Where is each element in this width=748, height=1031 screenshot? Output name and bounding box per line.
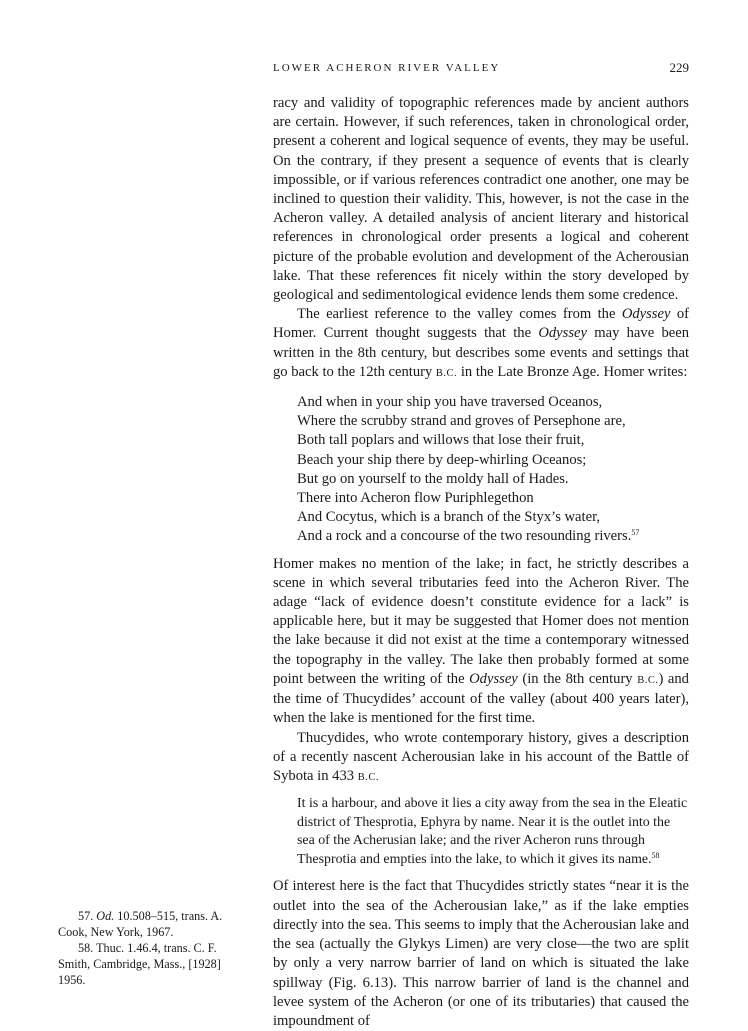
page-number: 229 xyxy=(669,60,689,75)
footnote-ref-57: 57 xyxy=(631,528,640,538)
odyssey-title: Odyssey xyxy=(538,325,587,342)
footnote-ref-58: 58 xyxy=(651,850,660,860)
footnotes xyxy=(58,908,248,988)
paragraph-3: Homer makes no mention of the lake; in fact, he strictly describes a scene in which several tributaries feed into the Acheron River. The adage “lack of evidence doesn’t constitute evidence for a lack” is applicable here, but it may be suggested that Homer does not mention the lake because it did not exist at the time a contemporary witnessed the topography in the valley. The lake then probably formed at some point between the writing of the Odyssey (in the 8th century B.C.) and the time of Thucydides’ account of the valley (about 400 years later), when the lake is mentioned for the first time. xyxy=(273,555,689,727)
homer-verse xyxy=(297,393,689,547)
verse-line: But go on yourself to the moldy hall of Hades. xyxy=(297,470,569,487)
thucydides-quote: It is a harbour, and above it lies a city away from the sea in the Eleatic district of Thesprotia, Ephyra by name. Near it is the outlet into the sea of the Acherusian lake; and the river Acheron runs through Thesprotia and empties into the lake, to which it gives its name.$^{58}$ xyxy=(297,796,688,867)
verse-line: Where the scrubby strand and groves of Persephone are, xyxy=(297,413,626,430)
paragraph-4: Thucydides, who wrote contemporary history, gives a description of a recently nascent Acherousian lake in his account of the Battle of Sybota in 433 B.C. xyxy=(273,729,689,784)
paragraph-5: Of interest here is the fact that Thucydides strictly states “near it is the outlet into the sea of the Acherousian lake,” as if the lake empties directly into the sea. This seems to imply that the Acherousian lake and the sea (actually the Glykys Limen) are very close—the two are split by only a very narrow barrier of land on which is situated the lake spillway (Fig. 6.13). This narrow barrier of land is the channel and levee system of the Acheron (or one of its tributaries) that caused the impoundment of xyxy=(273,878,689,1029)
paragraph-2: The earliest reference to the valley comes from the Odyssey of Homer. Current thought suggests that the Odyssey may have been written in the 8th century, but describes some events and settings that go back to the 12th century B.C. in the Late Bronze Age. Homer writes: xyxy=(273,306,689,380)
verse-line: And when in your ship you have traversed Oceanos, xyxy=(297,394,603,411)
verse-line: Both tall poplars and willows that lose their fruit, xyxy=(297,432,585,449)
verse-line: Beach your ship there by deep-whirling Oceanos; xyxy=(297,451,587,468)
footnote-58: 58. Thuc. 1.46.4, trans. C. F. Smith, Cambridge, Mass., [1928] 1956. xyxy=(58,941,221,987)
odyssey-title: Odyssey xyxy=(621,306,671,323)
footnote-57: 57. Od. 10.508–515, trans. A. Cook, New York, 1967. xyxy=(58,909,223,939)
paragraph-1: racy and validity of topographic references made by ancient authors are certain. However, if such references, taken in chronological order, present a coherent and logical sequence of events, they may be useful. On the contrary, if they present a sequence of events that is clearly impossible, or if various references contradict one another, one may be inclined to question their validity. This, however, is not the case in the Acheron valley. A detailed analysis of ancient literary and historical references in chronological order presents a logical and coherent picture of the probable evolution and development of the Acherousian lake. That these references fit nicely within the story developed by geological and sedimentological evidence lends them some credence. xyxy=(273,95,689,304)
verse-line: There into Acheron flow Puriphlegethon xyxy=(297,490,534,507)
main-text xyxy=(273,94,689,1031)
verse-line: And Cocytus, which is a branch of the Styx’s water, xyxy=(297,509,600,526)
verse-line: And a rock and a concourse of the two resounding rivers.$^{57}$ xyxy=(297,528,640,545)
odyssey-title: Odyssey xyxy=(469,670,518,687)
running-title: LOWER ACHERON RIVER VALLEY xyxy=(273,62,501,74)
